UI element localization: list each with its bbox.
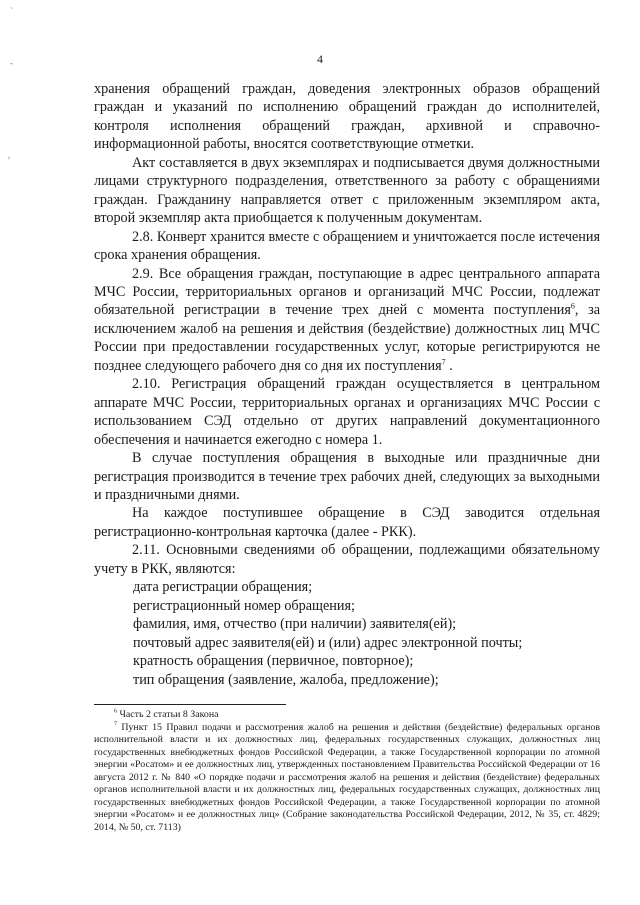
list-item: дата регистрации обращения; (133, 579, 313, 596)
footnote-divider (94, 704, 286, 705)
scan-mark: , (8, 150, 11, 160)
paragraph-2-8: 2.8. Конверт хранится вместе с обращением и уничтожается после истечения срока хранения обращения. (94, 228, 600, 264)
list-item: тип обращения (заявление, жалоба, предложение); (133, 671, 439, 688)
footnotes (94, 709, 600, 834)
scan-mark: ` (10, 6, 13, 16)
list-item: почтовый адрес заявителя(ей) и (или) адрес электронной почты; (133, 634, 523, 651)
paragraph-2-9-part1: 2.9. Все обращения граждан, поступающие в адрес центрального аппарата МЧС России, территориальных органов и организаций МЧС России, подлежат обязательной регистрации в течение трех дней с момента поступления (94, 265, 600, 319)
paragraph-2-9-part2: , за исключением жалоб на решения и действия (бездействие) должностных лиц МЧС России при предоставлении государственных услуг, которые регистрируются не позднее следующего рабочего дня со дня их поступления (94, 302, 601, 374)
paragraph-2-10: 2.10. Регистрация обращений граждан осуществляется в центральном аппарате МЧС России, территориальных органах и организациях МЧС России с использованием СЭД отдельно от других направлений документационного обеспечения и начинается ежегодно с номера 1. (94, 376, 600, 448)
footnote-6 (94, 709, 600, 722)
footnote-text: Часть 2 статьи 8 Закона (117, 709, 219, 720)
footnote-7 (94, 722, 600, 835)
list-item: регистрационный номер обращения; (133, 597, 355, 614)
paragraph-holidays: В случае поступления обращения в выходные или праздничные дни регистрация производится в течение трех рабочих дней, следующих за выходными и праздничными днями. (94, 450, 600, 503)
scan-mark: - (10, 58, 13, 68)
list-item: фамилия, имя, отчество (при наличии) заявителя(ей); (133, 616, 457, 633)
paragraph-2-9 (94, 265, 600, 376)
footnote-mark: 6 (114, 708, 117, 715)
page-number: 4 (317, 52, 323, 66)
document-body (94, 80, 600, 689)
paragraph-2-9-end: . (445, 357, 453, 374)
footnote-ref-7[interactable]: 7 (441, 357, 446, 367)
paragraph-2-11: 2.11. Основными сведениями об обращении, подлежащими обязательному учету в РКК, являются: (94, 542, 600, 577)
paragraph-continued: хранения обращений граждан, доведения электронных образов обращений граждан и указаний по исполнению обращений граждан до исполнителей, контроля исполнения обращений граждан, архивной и справочно-информационной работы, вносятся соответствующие отметки. (94, 81, 600, 153)
paragraph-act: Акт составляется в двух экземплярах и подписывается двумя должностными лицами структурного подразделения, ответственного за работу с обращениями граждан. Гражданину направляется ответ с приложенным экземпляром акта, второй экземпляр акта приобщается к полученным документам. (94, 154, 600, 227)
footnote-mark: 7 (114, 721, 117, 728)
list-item: кратность обращения (первичное, повторное); (133, 653, 414, 670)
footnote-ref-6[interactable]: 6 (570, 301, 575, 311)
footnote-text: Пункт 15 Правил подачи и рассмотрения жалоб на решения и действия (бездействие) федеральных органов исполнительной власти и их должностных лиц, федеральных государственных служащих, должностных лиц государственных внебюджетных фондов Российской Федерации, а также Государственной корпорации по атомной энергии «Росатом» и ее должностных лиц, утвержденных постановлением Правительства Российской Федерации от 16 августа 2012 г. № 840 «О порядке подачи и рассмотрения жалоб на решения и действия (бездействие) федеральных органов исполнительной власти и их должностных лиц, федеральных государственных служащих, должностных лиц государственных внебюджетных фондов Российской Федерации, а также Государственной корпорации по атомной энергии «Росатом» и ее должностных лиц» (Собрание законодательства Российской Федерации, 2012, № 35, ст. 4829; 2014, № 50, ст. 7113) (94, 721, 600, 833)
paragraph-rkk: На каждое поступившее обращение в СЭД заводится отдельная регистрационно-контрольная карточка (далее - РКК). (94, 505, 600, 540)
